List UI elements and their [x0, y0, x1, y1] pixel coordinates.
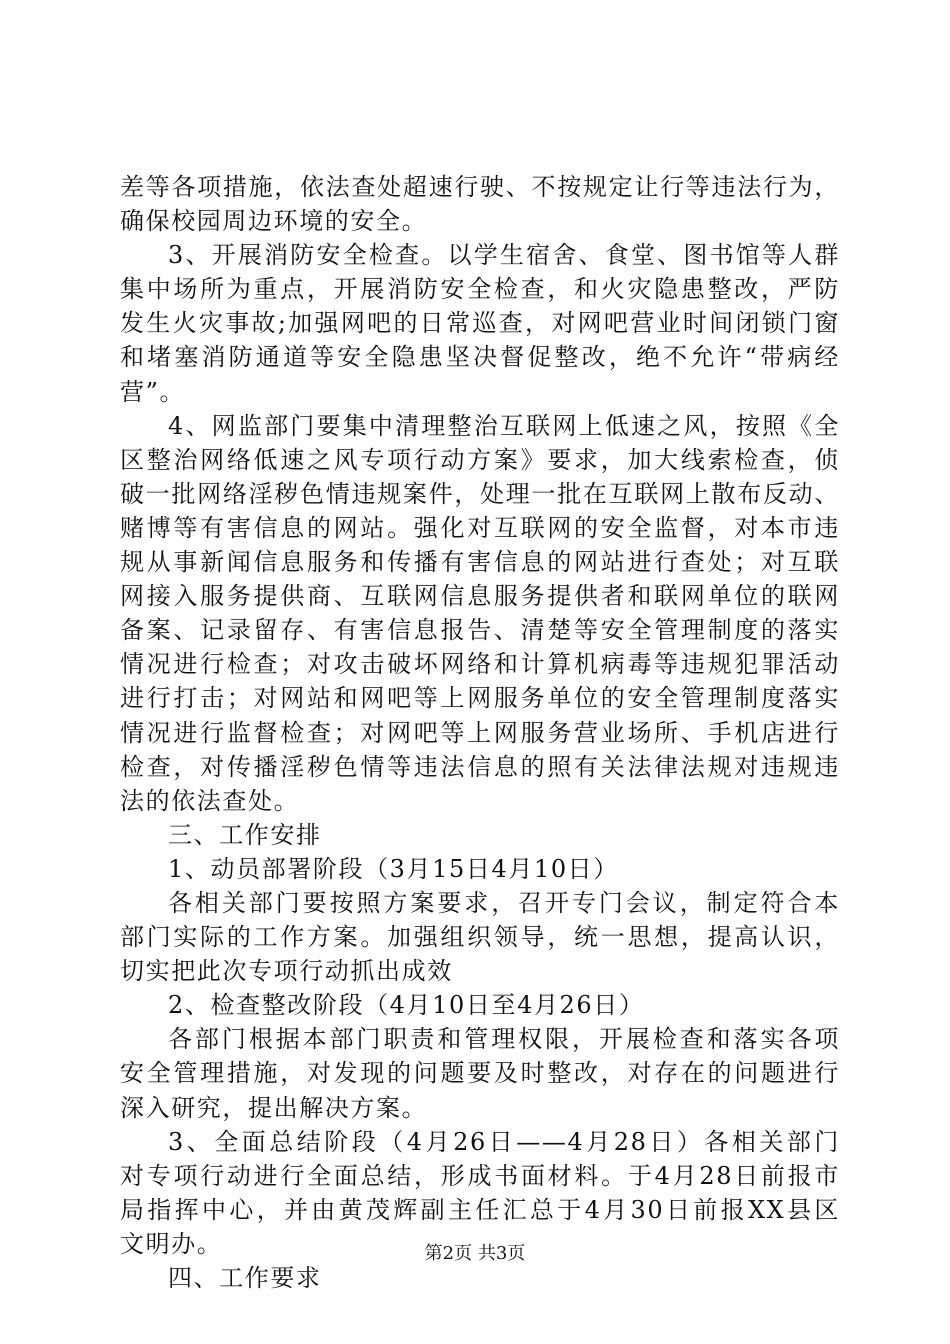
- text-line: 文明办。: [120, 1229, 223, 1258]
- text-line: 安全管理措施，对发现的问题要及时整改，对存在的问题进行: [120, 1059, 840, 1088]
- subsection-heading: 1、动员部署阶段（3月15日4月10日）: [168, 854, 619, 883]
- text-line: 局指挥中心，并由黄茂辉副主任汇总于4月30日前报XX县区: [120, 1195, 840, 1224]
- text-line: 情况进行检查；对攻击破坏网络和计算机病毒等违规犯罪活动: [120, 650, 840, 679]
- text-line: 破一批网络淫秽色情违规案件，处理一批在互联网上散布反动、: [120, 479, 840, 508]
- text-line: 发生火灾事故;加强网吧的日常巡查，对网吧营业时间闭锁门窗: [120, 309, 840, 338]
- page-number-label: 第2页 共3页: [424, 1243, 526, 1264]
- text-line: 网接入服务提供商、互联网信息服务提供者和联网单位的联网: [120, 582, 840, 611]
- section-heading: 四、工作要求: [168, 1264, 322, 1292]
- text-line: 3、开展消防安全检查。以学生宿舍、食堂、图书馆等人群: [168, 241, 840, 270]
- text-line: 切实把此次专项行动抓出成效: [120, 957, 453, 986]
- body-text: [120, 170, 840, 1295]
- text-line: 规从事新闻信息服务和传播有害信息的网站进行查处；对互联: [120, 548, 840, 577]
- text-line: 赌博等有害信息的网站。强化对互联网的安全监督，对本市违: [120, 513, 840, 542]
- text-line: 集中场所为重点，开展消防安全检查，和火灾隐患整改，严防: [120, 275, 840, 304]
- text-line: 情况进行监督检查；对网吧等上网服务营业场所、手机店进行: [120, 718, 840, 747]
- text-line: 各相关部门要按照方案要求，召开专门会议，制定符合本: [168, 888, 840, 917]
- text-line: 检查，对传播淫秽色情等违法信息的照有关法律法规对违规违: [120, 752, 840, 781]
- text-line: 深入研究，提出解决方案。: [120, 1093, 428, 1122]
- text-line: 进行打击；对网站和网吧等上网服务单位的安全管理制度落实: [120, 684, 840, 713]
- text-line: 3、全面总结阶段（4月26日——4月28日）各相关部门: [168, 1127, 840, 1156]
- text-line: 营”。: [120, 377, 186, 406]
- section-heading: 三、工作安排: [168, 820, 322, 849]
- page-footer: [0, 1242, 950, 1266]
- text-line: 法的依法查处。: [120, 786, 300, 815]
- text-line: 区整治网络低速之风专项行动方案》要求，加大线索检查，侦: [120, 445, 840, 474]
- text-line: 部门实际的工作方案。加强组织领导，统一思想，提高认识，: [120, 923, 840, 952]
- subsection-heading: 2、检查整改阶段（4月10日至4月26日）: [168, 991, 645, 1020]
- text-line: 各部门根据本部门职责和管理权限，开展检查和落实各项: [168, 1025, 840, 1054]
- text-line: 备案、记录留存、有害信息报告、清楚等安全管理制度的落实: [120, 616, 840, 645]
- text-line: 差等各项措施，依法查处超速行驶、不按规定让行等违法行为，: [120, 173, 840, 201]
- text-line: 确保校园周边环境的安全。: [120, 207, 428, 236]
- text-line: 和堵塞消防通道等安全隐患坚决督促整改，绝不允许“带病经: [120, 343, 840, 372]
- text-line: 4、网监部门要集中清理整治互联网上低速之风，按照《全: [168, 411, 840, 440]
- text-line: 对专项行动进行全面总结，形成书面材料。于4月28日前报市: [120, 1161, 840, 1190]
